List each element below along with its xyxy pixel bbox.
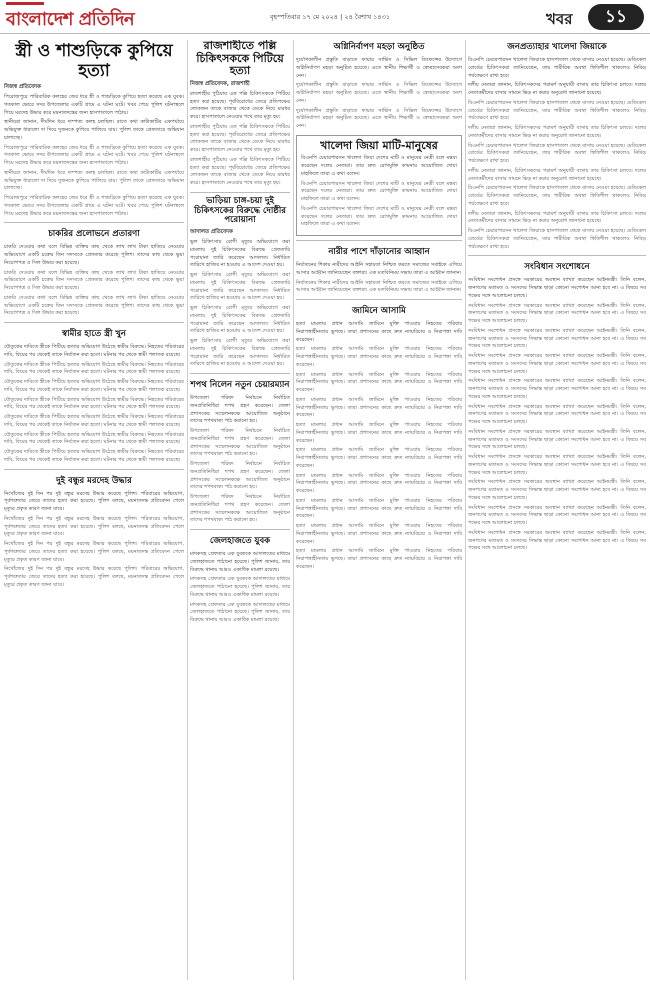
headline-khaleda-hospital: জনপ্রত্যাহার খালেদা জিয়াকে <box>507 42 607 52</box>
article-bridge-p2: উপজেলা পরিষদ নির্বাচনে নির্বাচিত জনপ্রতিনিধিরা শপথ গ্রহণ করেছেন। জেলা প্রশাসকের সম্মেলনকক্ষে আয়োজিত অনুষ্ঠানে তাদের শপথবাক্য পাঠ করানো হয়। <box>190 428 290 458</box>
headline-wife-beaten: রাজশাহীতে পল্লি চিকিৎসককে পিটিয়ে হত্যা <box>196 40 284 78</box>
article-khaleda-hospital-p6: দলীয় নেতারা জানান, চিকিৎসকদের পরামর্শ অনুযায়ী বাসায় তার চিকিৎসা চলবে। দলের নেতাকর্মীদের বাসার সামনে ভিড় না করার অনুরোধ জানানো হয়েছে। <box>468 167 646 182</box>
article-tiger-p1: চাকরি দেওয়ার কথা বলে বিভিন্ন ব্যক্তির কাছ থেকে লাখ লাখ টাকা হাতিয়ে নেওয়ার অভিযোগে একটি চক্রের তিন সদস্যকে গ্রেফতার করেছে পুলিশ। তাদের কাছ থেকে ভুয়া নিয়োগপত্র ও সিল উদ্ধার করা হয়েছে। <box>4 244 184 266</box>
article-husband-p2: যৌতুকের দাবিতে স্ত্রীকে পিটিয়ে হত্যার অভিযোগ উঠেছে স্বামীর বিরুদ্ধে। নিহতের পরিবারের দাবি, বিয়ের পর থেকেই তাকে নির্যাতন করা হতো। ঘটনার পর থেকে স্বামী পলাতক রয়েছে। <box>4 361 184 376</box>
column-right <box>468 40 646 980</box>
article-wife-beaten-p2: রাজশাহীর পুঠিয়ায় এক পল্লি চিকিৎসককে পিটিয়ে হত্যা করা হয়েছে। পূর্ববিরোধের জেরে প্রতিপক্ষের লোকজন তাকে বাজার থেকে ডেকে নিয়ে মারধর করে। হাসপাতালে নেওয়ার পথে তার মৃত্যু হয়। <box>190 123 290 154</box>
headline-women: নারীর পাশে দাঁড়ানোর আহ্বান <box>328 247 430 258</box>
column-second <box>190 40 290 980</box>
article-khaleda-land-p2: বিএনপি চেয়ারপারসন খালেদা জিয়া দেশের মাটি ও মানুষের নেত্রী বলে মন্তব্য করেছেন দলের নেতারা। তার দ্রুত রোগমুক্তি কামনায় আয়োজিত দোয়া মাহফিলে তারা এ কথা বলেন। <box>301 180 457 203</box>
article-bail-p6: হত্যা মামলার প্রধান আসামি জামিনে মুক্তি পাওয়ায় নিহতের পরিবার নিরাপত্তাহীনতায় ভুগছে। তারা প্রশাসনের কাছে দ্রুত ন্যায়বিচার ও নিরাপত্তা দাবি করেছেন। <box>296 447 462 469</box>
article-bail-p1: হত্যা মামলার প্রধান আসামি জামিনে মুক্তি পাওয়ায় নিহতের পরিবার নিরাপত্তাহীনতায় ভুগছে। তারা প্রশাসনের কাছে দ্রুত ন্যায়বিচার ও নিরাপত্তা দাবি করেছেন। <box>296 321 462 343</box>
article-husband-p4: যৌতুকের দাবিতে স্ত্রীকে পিটিয়ে হত্যার অভিযোগ উঠেছে স্বামীর বিরুদ্ধে। নিহতের পরিবারের দাবি, বিয়ের পর থেকেই তাকে নির্যাতন করা হতো। ঘটনার পর থেকে স্বামী পলাতক রয়েছে। <box>4 396 184 411</box>
headline-brief: সংবিধান সংশোধনে <box>524 262 590 273</box>
article-center-top-p1: দুর্যোগকালীন প্রস্তুতি বাড়াতে ফায়ার সার্ভিস ও সিভিল ডিফেন্সের উদ্যোগে অগ্নিনির্বাপণ মহড়া অনুষ্ঠিত হয়েছে। এতে স্থানীয় শিক্ষার্থী ও স্বেচ্ছাসেবকরা অংশ নেন। <box>296 57 462 79</box>
headline-center-top: অগ্নিনির্বাপণ মহড়া অনুষ্ঠিত <box>333 42 425 52</box>
headline-bail: জামিনে আসামি <box>352 306 406 317</box>
headline-bridge: শপথ নিলেন নতুন চেয়ারম্যান <box>190 380 290 391</box>
column-rule <box>187 40 188 980</box>
article-khaleda-land-p1: বিএনপি চেয়ারপারসন খালেদা জিয়া দেশের মাটি ও মানুষের নেত্রী বলে মন্তব্য করেছেন দলের নেতারা। তার দ্রুত রোগমুক্তি কামনায় আয়োজিত দোয়া মাহফিলে তারা এ কথা বলেন। <box>301 155 457 177</box>
article-bail-p5: হত্যা মামলার প্রধান আসামি জামিনে মুক্তি পাওয়ায় নিহতের পরিবার নিরাপত্তাহীনতায় ভুগছে। তারা প্রশাসনের কাছে দ্রুত ন্যায়বিচার ও নিরাপত্তা দাবি করেছেন। <box>296 422 462 444</box>
newspaper-logo: বাংলাদেশ প্রতিদিন <box>6 9 135 30</box>
article-khaleda-hospital-p5: বিএনপি চেয়ারপারসন খালেদা জিয়াকে হাসপাতাল থেকে বাসায় নেওয়া হয়েছে। মেডিকেল বোর্ডের চিকিৎসকরা জানিয়েছেন, তার শারীরিক অবস্থা স্থিতিশীল থাকলেও নিবিড় পর্যবেক্ষণে রাখা হবে। <box>468 142 646 164</box>
article-women-p1: নির্যাতনের শিকার নারীদের আইনি সহায়তা নিশ্চিত করতে সমাজের সবাইকে এগিয়ে আসার আহ্বান জানিয়েছেন বক্তারা। এক মতবিনিময় সভায় তারা এ আহ্বান জানান। <box>296 262 462 276</box>
column-left <box>4 40 184 980</box>
column-rule <box>293 40 294 980</box>
article-khaleda-hospital-p1: বিএনপি চেয়ারপারসন খালেদা জিয়াকে হাসপাতাল থেকে বাসায় নেওয়া হয়েছে। মেডিকেল বোর্ডের চিকিৎসকরা জানিয়েছেন, তার শারীরিক অবস্থা স্থিতিশীল থাকলেও নিবিড় পর্যবেক্ষণে রাখা হবে। <box>468 57 646 79</box>
article-khaleda-hospital-p8: দলীয় নেতারা জানান, চিকিৎসকদের পরামর্শ অনুযায়ী বাসায় তার চিকিৎসা চলবে। দলের নেতাকর্মীদের বাসার সামনে ভিড় না করার অনুরোধ জানানো হয়েছে। <box>468 210 646 225</box>
article-khaleda-hospital-p3: বিএনপি চেয়ারপারসন খালেদা জিয়াকে হাসপাতাল থেকে বাসায় নেওয়া হয়েছে। মেডিকেল বোর্ডের চিকিৎসকরা জানিয়েছেন, তার শারীরিক অবস্থা স্থিতিশীল থাকলেও নিবিড় পর্যবেক্ষণে রাখা হবে। <box>468 99 646 122</box>
article-wife-beaten-p3: রাজশাহীর পুঠিয়ায় এক পল্লি চিকিৎসককে পিটিয়ে হত্যা করা হয়েছে। পূর্ববিরোধের জেরে প্রতিপক্ষের লোকজন তাকে বাজার থেকে ডেকে নিয়ে মারধর করে। হাসপাতালে নেওয়ার পথে তার মৃত্যু হয়। <box>190 156 290 187</box>
article-brief-p4: সংবিধান সংশোধন প্রসঙ্গে সরকারের অবস্থান ব্যাখ্যা করেছেন আইনমন্ত্রী। তিনি বলেন, জনগণের মতামত ও সংসদের সিদ্ধান্ত ছাড়া কোনো সংশোধন আনা হবে না। এ বিষয়ে সব পক্ষের সঙ্গে আলোচনা চলছে। <box>468 353 646 375</box>
divider <box>468 255 646 256</box>
article-husband-p3: যৌতুকের দাবিতে স্ত্রীকে পিটিয়ে হত্যার অভিযোগ উঠেছে স্বামীর বিরুদ্ধে। নিহতের পরিবারের দাবি, বিয়ের পর থেকেই তাকে নির্যাতন করা হতো। ঘটনার পর থেকে স্বামী পলাতক রয়েছে। <box>4 379 184 393</box>
headline-tiger: চাকরির প্রলোভনে প্রতারণা <box>48 229 140 240</box>
article-brief-p8: সংবিধান সংশোধন প্রসঙ্গে সরকারের অবস্থান ব্যাখ্যা করেছেন আইনমন্ত্রী। তিনি বলেন, জনগণের মতামত ও সংসদের সিদ্ধান্ত ছাড়া কোনো সংশোধন আনা হবে না। এ বিষয়ে সব পক্ষের সঙ্গে আলোচনা চলছে। <box>468 454 646 476</box>
article-murder-p4: স্থানীয়রা জানান, দীর্ঘদিন ধরে দাম্পত্য কলহ চলছিল। রাতে কথা কাটাকাটির একপর্যায়ে অভিযুক্ত ধারালো দা দিয়ে দুজনকে কুপিয়ে পালিয়ে যায়। পুলিশ তাকে গ্রেফতারে অভিযান চালাচ্ছে। <box>4 169 184 192</box>
article-husband-p1: যৌতুকের দাবিতে স্ত্রীকে পিটিয়ে হত্যার অভিযোগ উঠেছে স্বামীর বিরুদ্ধে। নিহতের পরিবারের দাবি, বিয়ের পর থেকেই তাকে নির্যাতন করা হতো। ঘটনার পর থেকে স্বামী পলাতক রয়েছে। <box>4 344 184 358</box>
section-title: খবর <box>546 10 573 28</box>
article-brief-p2: সংবিধান সংশোধন প্রসঙ্গে সরকারের অবস্থান ব্যাখ্যা করেছেন আইনমন্ত্রী। তিনি বলেন, জনগণের মতামত ও সংসদের সিদ্ধান্ত ছাড়া কোনো সংশোধন আনা হবে না। এ বিষয়ে সব পক্ষের সঙ্গে আলোচনা চলছে। <box>468 302 646 324</box>
article-khaleda-hospital-p4: দলীয় নেতারা জানান, চিকিৎসকদের পরামর্শ অনুযায়ী বাসায় তার চিকিৎসা চলবে। দলের নেতাকর্মীদের বাসার সামনে ভিড় না করার অনুরোধ জানানো হয়েছে। <box>468 125 646 139</box>
article-center-top-p2: দুর্যোগকালীন প্রস্তুতি বাড়াতে ফায়ার সার্ভিস ও সিভিল ডিফেন্সের উদ্যোগে অগ্নিনির্বাপণ মহড়া অনুষ্ঠিত হয়েছে। এতে স্থানীয় শিক্ষার্থী ও স্বেচ্ছাসেবকরা অংশ নেন। <box>296 82 462 104</box>
article-bridge-p1: উপজেলা পরিষদ নির্বাচনে নির্বাচিত জনপ্রতিনিধিরা শপথ গ্রহণ করেছেন। জেলা প্রশাসকের সম্মেলনকক্ষে আয়োজিত অনুষ্ঠানে তাদের শপথবাক্য পাঠ করানো হয়। <box>190 395 290 425</box>
article-bail-p8: হত্যা মামলার প্রধান আসামি জামিনে মুক্তি পাওয়ায় নিহতের পরিবার নিরাপত্তাহীনতায় ভুগছে। তারা প্রশাসনের কাছে দ্রুত ন্যায়বিচার ও নিরাপত্তা দাবি করেছেন। <box>296 497 462 520</box>
article-tiger-p2: চাকরি দেওয়ার কথা বলে বিভিন্ন ব্যক্তির কাছ থেকে লাখ লাখ টাকা হাতিয়ে নেওয়ার অভিযোগে একটি চক্রের তিন সদস্যকে গ্রেফতার করেছে পুলিশ। তাদের কাছ থেকে ভুয়া নিয়োগপত্র ও সিল উদ্ধার করা হয়েছে। <box>4 269 184 292</box>
article-murder-p1: পিরোজপুরে পারিবারিক কলহের জের ধরে স্ত্রী ও শাশুড়িকে কুপিয়ে হত্যা করেছে এক যুবক। গতকাল ভোরে সদর উপজেলার একটি গ্রামে এ ঘটনা ঘটে। খবর পেয়ে পুলিশ ঘটনাস্থলে গিয়ে মরদেহ উদ্ধার করে ময়নাতদন্তের জন্য হাসপাতালে পাঠায়। <box>4 94 184 116</box>
khaleda-land-box <box>296 135 462 236</box>
article-husband-p6: যৌতুকের দাবিতে স্ত্রীকে পিটিয়ে হত্যার অভিযোগ উঠেছে স্বামীর বিরুদ্ধে। নিহতের পরিবারের দাবি, বিয়ের পর থেকেই তাকে নির্যাতন করা হতো। ঘটনার পর থেকে স্বামী পলাতক রয়েছে। <box>4 431 184 446</box>
article-eviction-p2: নিখোঁজের দুই দিন পর দুই বন্ধুর মরদেহ উদ্ধার করেছে পুলিশ। পরিবারের অভিযোগ, পূর্বশত্রুতার জেরে তাদের হত্যা করা হয়েছে। পুলিশ বলছে, ময়নাতদন্ত প্রতিবেদন পেলে মৃত্যুর প্রকৃত কারণ জানা যাবে। <box>4 515 184 538</box>
article-khaleda-hospital-p7: বিএনপি চেয়ারপারসন খালেদা জিয়াকে হাসপাতাল থেকে বাসায় নেওয়া হয়েছে। মেডিকেল বোর্ডের চিকিৎসকরা জানিয়েছেন, তার শারীরিক অবস্থা স্থিতিশীল থাকলেও নিবিড় পর্যবেক্ষণে রাখা হবে। <box>468 185 646 207</box>
article-brief-p1: সংবিধান সংশোধন প্রসঙ্গে সরকারের অবস্থান ব্যাখ্যা করেছেন আইনমন্ত্রী। তিনি বলেন, জনগণের মতামত ও সংসদের সিদ্ধান্ত ছাড়া কোনো সংশোধন আনা হবে না। এ বিষয়ে সব পক্ষের সঙ্গে আলোচনা চলছে। <box>468 277 646 299</box>
article-murder-p5: পিরোজপুরে পারিবারিক কলহের জের ধরে স্ত্রী ও শাশুড়িকে কুপিয়ে হত্যা করেছে এক যুবক। গতকাল ভোরে সদর উপজেলার একটি গ্রামে এ ঘটনা ঘটে। খবর পেয়ে পুলিশ ঘটনাস্থলে গিয়ে মরদেহ উদ্ধার করে ময়নাতদন্তের জন্য হাসপাতালে পাঠায়। <box>4 195 184 217</box>
article-jail-p2: মাদকসহ গ্রেফতার এক যুবককে আদালতের মাধ্যমে জেলহাজতে পাঠানো হয়েছে। পুলিশ জানায়, তার বিরুদ্ধে থানায় আরও একাধিক মামলা রয়েছে। <box>190 576 290 598</box>
article-brief-p10: সংবিধান সংশোধন প্রসঙ্গে সরকারের অবস্থান ব্যাখ্যা করেছেন আইনমন্ত্রী। তিনি বলেন, জনগণের মতামত ও সংসদের সিদ্ধান্ত ছাড়া কোনো সংশোধন আনা হবে না। এ বিষয়ে সব পক্ষের সঙ্গে আলোচনা চলছে। <box>468 504 646 526</box>
headline-khaleda-land: খালেদা জিয়া মাটি-মানুষের <box>320 138 438 152</box>
article-murder-p2: স্থানীয়রা জানান, দীর্ঘদিন ধরে দাম্পত্য কলহ চলছিল। রাতে কথা কাটাকাটির একপর্যায়ে অভিযুক্ত ধারালো দা দিয়ে দুজনকে কুপিয়ে পালিয়ে যায়। পুলিশ তাকে গ্রেফতারে অভিযান চালাচ্ছে। <box>4 119 184 141</box>
article-bail-p10: হত্যা মামলার প্রধান আসামি জামিনে মুক্তি পাওয়ায় নিহতের পরিবার নিরাপত্তাহীনতায় ভুগছে। তারা প্রশাসনের কাছে দ্রুত ন্যায়বিচার ও নিরাপত্তা দাবি করেছেন। <box>296 548 462 570</box>
byline-wife-beaten: নিজস্ব প্রতিবেদক, রাজশাহী <box>190 80 250 87</box>
article-tiger-p3: চাকরি দেওয়ার কথা বলে বিভিন্ন ব্যক্তির কাছ থেকে লাখ লাখ টাকা হাতিয়ে নেওয়ার অভিযোগে একটি চক্রের তিন সদস্যকে গ্রেফতার করেছে পুলিশ। তাদের কাছ থেকে ভুয়া নিয়োগপত্র ও সিল উদ্ধার করা হয়েছে। <box>4 294 184 317</box>
headline-husband: স্বামীর হাতে স্ত্রী খুন <box>61 329 126 340</box>
page-number-badge: ১১ <box>588 4 644 30</box>
article-women-p2: নির্যাতনের শিকার নারীদের আইনি সহায়তা নিশ্চিত করতে সমাজের সবাইকে এগিয়ে আসার আহ্বান জানিয়েছেন বক্তারা। এক মতবিনিময় সভায় তারা এ আহ্বান জানান। <box>296 279 462 294</box>
masthead <box>0 0 650 34</box>
article-doctors-p4: ভুল চিকিৎসায় রোগী মৃত্যুর অভিযোগে করা মামলায় দুই চিকিৎসকের বিরুদ্ধে গ্রেফতারি পরোয়ানা জারি করেছেন আদালত। নির্ধারিত তারিখে হাজির না হওয়ায় এ আদেশ দেওয়া হয়। <box>190 338 290 368</box>
article-brief-p7: সংবিধান সংশোধন প্রসঙ্গে সরকারের অবস্থান ব্যাখ্যা করেছেন আইনমন্ত্রী। তিনি বলেন, জনগণের মতামত ও সংসদের সিদ্ধান্ত ছাড়া কোনো সংশোধন আনা হবে না। এ বিষয়ে সব পক্ষের সঙ্গে আলোচনা চলছে। <box>468 428 646 451</box>
divider <box>4 469 184 470</box>
article-bail-p9: হত্যা মামলার প্রধান আসামি জামিনে মুক্তি পাওয়ায় নিহতের পরিবার নিরাপত্তাহীনতায় ভুগছে। তারা প্রশাসনের কাছে দ্রুত ন্যায়বিচার ও নিরাপত্তা দাবি করেছেন। <box>296 523 462 545</box>
article-brief-p5: সংবিধান সংশোধন প্রসঙ্গে সরকারের অবস্থান ব্যাখ্যা করেছেন আইনমন্ত্রী। তিনি বলেন, জনগণের মতামত ও সংসদের সিদ্ধান্ত ছাড়া কোনো সংশোধন আনা হবে না। এ বিষয়ে সব পক্ষের সঙ্গে আলোচনা চলছে। <box>468 378 646 400</box>
article-husband-p5: যৌতুকের দাবিতে স্ত্রীকে পিটিয়ে হত্যার অভিযোগ উঠেছে স্বামীর বিরুদ্ধে। নিহতের পরিবারের দাবি, বিয়ের পর থেকেই তাকে নির্যাতন করা হতো। ঘটনার পর থেকে স্বামী পলাতক রয়েছে। <box>4 414 184 428</box>
article-doctors-p2: ভুল চিকিৎসায় রোগী মৃত্যুর অভিযোগে করা মামলায় দুই চিকিৎসকের বিরুদ্ধে গ্রেফতারি পরোয়ানা জারি করেছেন আদালত। নির্ধারিত তারিখে হাজির না হওয়ায় এ আদেশ দেওয়া হয়। <box>190 272 290 302</box>
article-khaleda-hospital-p2: দলীয় নেতারা জানান, চিকিৎসকদের পরামর্শ অনুযায়ী বাসায় তার চিকিৎসা চলবে। দলের নেতাকর্মীদের বাসার সামনে ভিড় না করার অনুরোধ জানানো হয়েছে। <box>468 82 646 96</box>
article-jail-p1: মাদকসহ গ্রেফতার এক যুবককে আদালতের মাধ্যমে জেলহাজতে পাঠানো হয়েছে। পুলিশ জানায়, তার বিরুদ্ধে থানায় আরও একাধিক মামলা রয়েছে। <box>190 551 290 573</box>
headline-murder: স্ত্রী ও শাশুড়িকে কুপিয়ে হত্যা <box>15 41 173 81</box>
byline-murder: নিজস্ব প্রতিবেদক <box>4 84 41 91</box>
article-bail-p2: হত্যা মামলার প্রধান আসামি জামিনে মুক্তি পাওয়ায় নিহতের পরিবার নিরাপত্তাহীনতায় ভুগছে। তারা প্রশাসনের কাছে দ্রুত ন্যায়বিচার ও নিরাপত্তা দাবি করেছেন। <box>296 346 462 368</box>
headline-doctors: ভাড়িয়া চাঙ্গ-চয়া দুই চিকিৎসকের বিরুদ্ধে দোষ্ঠীর পরোয়ানা <box>194 195 286 226</box>
article-bridge-p4: উপজেলা পরিষদ নির্বাচনে নির্বাচিত জনপ্রতিনিধিরা শপথ গ্রহণ করেছেন। জেলা প্রশাসকের সম্মেলনকক্ষে আয়োজিত অনুষ্ঠানে তাদের শপথবাক্য পাঠ করানো হয়। <box>190 494 290 524</box>
article-bail-p4: হত্যা মামলার প্রধান আসামি জামিনে মুক্তি পাওয়ায় নিহতের পরিবার নিরাপত্তাহীনতায় ভুগছে। তারা প্রশাসনের কাছে দ্রুত ন্যায়বিচার ও নিরাপত্তা দাবি করেছেন। <box>296 396 462 419</box>
article-khaleda-land-p3: বিএনপি চেয়ারপারসন খালেদা জিয়া দেশের মাটি ও মানুষের নেত্রী বলে মন্তব্য করেছেন দলের নেতারা। তার দ্রুত রোগমুক্তি কামনায় আয়োজিত দোয়া মাহফিলে তারা এ কথা বলেন। <box>301 205 457 228</box>
article-khaleda-hospital-p9: বিএনপি চেয়ারপারসন খালেদা জিয়াকে হাসপাতাল থেকে বাসায় নেওয়া হয়েছে। মেডিকেল বোর্ডের চিকিৎসকরা জানিয়েছেন, তার শারীরিক অবস্থা স্থিতিশীল থাকলেও নিবিড় পর্যবেক্ষণে রাখা হবে। <box>468 228 646 250</box>
divider <box>296 240 462 241</box>
article-brief-p3: সংবিধান সংশোধন প্রসঙ্গে সরকারের অবস্থান ব্যাখ্যা করেছেন আইনমন্ত্রী। তিনি বলেন, জনগণের মতামত ও সংসদের সিদ্ধান্ত ছাড়া কোনো সংশোধন আনা হবে না। এ বিষয়ে সব পক্ষের সঙ্গে আলোচনা চলছে। <box>468 327 646 350</box>
article-brief-p6: সংবিধান সংশোধন প্রসঙ্গে সরকারের অবস্থান ব্যাখ্যা করেছেন আইনমন্ত্রী। তিনি বলেন, জনগণের মতামত ও সংসদের সিদ্ধান্ত ছাড়া কোনো সংশোধন আনা হবে না। এ বিষয়ে সব পক্ষের সঙ্গে আলোচনা চলছে। <box>468 403 646 425</box>
article-doctors-p1: ভুল চিকিৎসায় রোগী মৃত্যুর অভিযোগে করা মামলায় দুই চিকিৎসকের বিরুদ্ধে গ্রেফতারি পরোয়ানা জারি করেছেন আদালত। নির্ধারিত তারিখে হাজির না হওয়ায় এ আদেশ দেওয়া হয়। <box>190 239 290 269</box>
dateline: বৃহস্পতিবার ১৭ মে ২০২৪ | ২৪ বৈশাখ ১৪৩১ <box>269 13 391 21</box>
divider <box>4 222 184 223</box>
article-husband-p7: যৌতুকের দাবিতে স্ত্রীকে পিটিয়ে হত্যার অভিযোগ উঠেছে স্বামীর বিরুদ্ধে। নিহতের পরিবারের দাবি, বিয়ের পর থেকেই তাকে নির্যাতন করা হতো। ঘটনার পর থেকে স্বামী পলাতক রয়েছে। <box>4 449 184 463</box>
article-wife-beaten-p1: রাজশাহীর পুঠিয়ায় এক পল্লি চিকিৎসককে পিটিয়ে হত্যা করা হয়েছে। পূর্ববিরোধের জেরে প্রতিপক্ষের লোকজন তাকে বাজার থেকে ডেকে নিয়ে মারধর করে। হাসপাতালে নেওয়ার পথে তার মৃত্যু হয়। <box>190 90 290 121</box>
divider <box>190 192 290 193</box>
column-center <box>296 40 462 980</box>
article-brief-p11: সংবিধান সংশোধন প্রসঙ্গে সরকারের অবস্থান ব্যাখ্যা করেছেন আইনমন্ত্রী। তিনি বলেন, জনগণের মতামত ও সংসদের সিদ্ধান্ত ছাড়া কোনো সংশোধন আনা হবে না। এ বিষয়ে সব পক্ষের সঙ্গে আলোচনা চলছে। <box>468 529 646 552</box>
column-rule <box>465 40 466 980</box>
divider <box>296 299 462 300</box>
article-eviction-p3: নিখোঁজের দুই দিন পর দুই বন্ধুর মরদেহ উদ্ধার করেছে পুলিশ। পরিবারের অভিযোগ, পূর্বশত্রুতার জেরে তাদের হত্যা করা হয়েছে। পুলিশ বলছে, ময়নাতদন্ত প্রতিবেদন পেলে মৃত্যুর প্রকৃত কারণ জানা যাবে। <box>4 541 184 563</box>
divider <box>4 322 184 323</box>
article-brief-p9: সংবিধান সংশোধন প্রসঙ্গে সরকারের অবস্থান ব্যাখ্যা করেছেন আইনমন্ত্রী। তিনি বলেন, জনগণের মতামত ও সংসদের সিদ্ধান্ত ছাড়া কোনো সংশোধন আনা হবে না। এ বিষয়ে সব পক্ষের সঙ্গে আলোচনা চলছে। <box>468 479 646 501</box>
article-eviction-p1: নিখোঁজের দুই দিন পর দুই বন্ধুর মরদেহ উদ্ধার করেছে পুলিশ। পরিবারের অভিযোগ, পূর্বশত্রুতার জেরে তাদের হত্যা করা হয়েছে। পুলিশ বলছে, ময়নাতদন্ত প্রতিবেদন পেলে মৃত্যুর প্রকৃত কারণ জানা যাবে। <box>4 490 184 513</box>
article-murder-p3: পিরোজপুরে পারিবারিক কলহের জের ধরে স্ত্রী ও শাশুড়িকে কুপিয়ে হত্যা করেছে এক যুবক। গতকাল ভোরে সদর উপজেলার একটি গ্রামে এ ঘটনা ঘটে। খবর পেয়ে পুলিশ ঘটনাস্থলে গিয়ে মরদেহ উদ্ধার করে ময়নাতদন্তের জন্য হাসপাতালে পাঠায়। <box>4 144 184 167</box>
article-jail-p3: মাদকসহ গ্রেফতার এক যুবককে আদালতের মাধ্যমে জেলহাজতে পাঠানো হয়েছে। পুলিশ জানায়, তার বিরুদ্ধে থানায় আরও একাধিক মামলা রয়েছে। <box>190 601 290 624</box>
divider <box>190 529 290 530</box>
headline-jail: জেলহাজতে যুবক <box>209 536 271 547</box>
byline-doctors: আদালত প্রতিবেদক <box>190 229 233 236</box>
divider <box>190 373 290 374</box>
article-bridge-p3: উপজেলা পরিষদ নির্বাচনে নির্বাচিত জনপ্রতিনিধিরা শপথ গ্রহণ করেছেন। জেলা প্রশাসকের সম্মেলনকক্ষে আয়োজিত অনুষ্ঠানে তাদের শপথবাক্য পাঠ করানো হয়। <box>190 461 290 491</box>
article-eviction-p4: নিখোঁজের দুই দিন পর দুই বন্ধুর মরদেহ উদ্ধার করেছে পুলিশ। পরিবারের অভিযোগ, পূর্বশত্রুতার জেরে তাদের হত্যা করা হয়েছে। পুলিশ বলছে, ময়নাতদন্ত প্রতিবেদন পেলে মৃত্যুর প্রকৃত কারণ জানা যাবে। <box>4 566 184 588</box>
article-doctors-p3: ভুল চিকিৎসায় রোগী মৃত্যুর অভিযোগে করা মামলায় দুই চিকিৎসকের বিরুদ্ধে গ্রেফতারি পরোয়ানা জারি করেছেন আদালত। নির্ধারিত তারিখে হাজির না হওয়ায় এ আদেশ দেওয়া হয়। <box>190 305 290 335</box>
headline-eviction: দুই বন্ধুর মরদেহ উদ্ধার <box>56 475 132 486</box>
article-bail-p7: হত্যা মামলার প্রধান আসামি জামিনে মুক্তি পাওয়ায় নিহতের পরিবার নিরাপত্তাহীনতায় ভুগছে। তারা প্রশাসনের কাছে দ্রুত ন্যায়বিচার ও নিরাপত্তা দাবি করেছেন। <box>296 472 462 495</box>
article-center-top-p3: দুর্যোগকালীন প্রস্তুতি বাড়াতে ফায়ার সার্ভিস ও সিভিল ডিফেন্সের উদ্যোগে অগ্নিনির্বাপণ মহড়া অনুষ্ঠিত হয়েছে। এতে স্থানীয় শিক্ষার্থী ও স্বেচ্ছাসেবকরা অংশ নেন। <box>296 107 462 129</box>
article-bail-p3: হত্যা মামলার প্রধান আসামি জামিনে মুক্তি পাওয়ায় নিহতের পরিবার নিরাপত্তাহীনতায় ভুগছে। তারা প্রশাসনের কাছে দ্রুত ন্যায়বিচার ও নিরাপত্তা দাবি করেছেন। <box>296 371 462 394</box>
